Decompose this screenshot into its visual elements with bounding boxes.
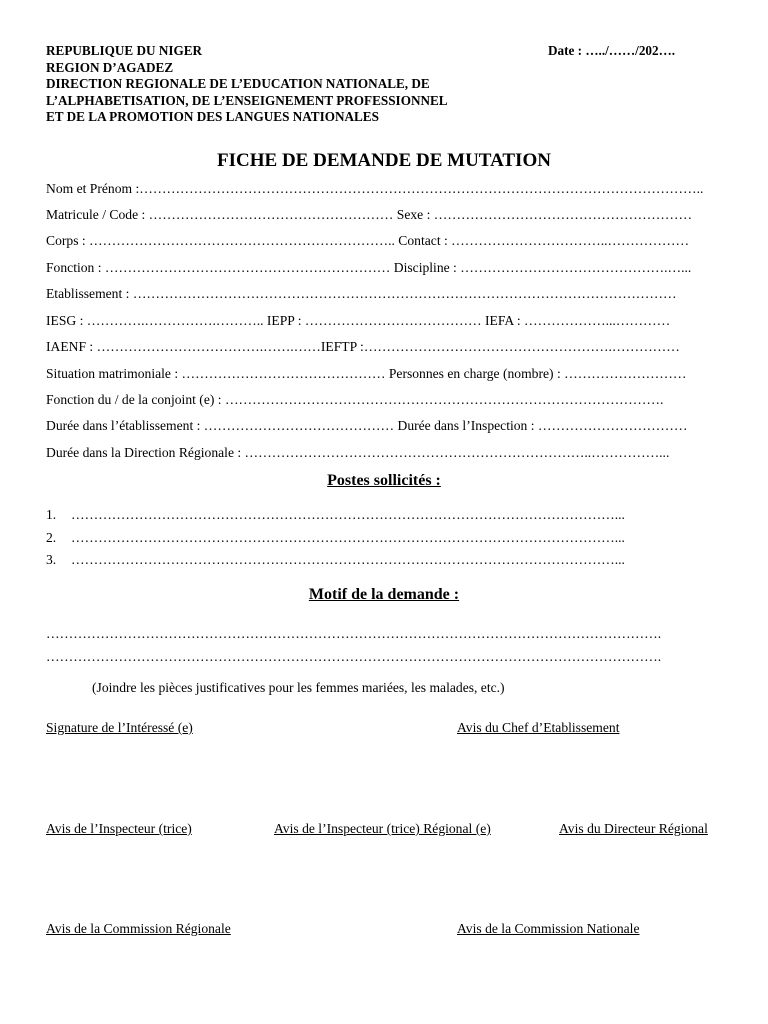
poste-number: 3.: [46, 552, 57, 567]
poste-item[interactable]: [46, 552, 625, 568]
motif-line[interactable]: ……………………………………………………………………………………………………………………….: [46, 626, 662, 641]
motif-line[interactable]: ……………………………………………………………………………………………………………………….: [46, 649, 662, 664]
header-direction-line-2: L’ALPHABETISATION, DE L’ENSEIGNEMENT PROFESSIONNEL: [46, 92, 448, 108]
avis-commission-nationale: Avis de la Commission Nationale: [457, 921, 640, 936]
header-direction-line-1: DIRECTION REGIONALE DE L’EDUCATION NATIONALE, DE: [46, 76, 430, 91]
field-etablissement[interactable]: Etablissement : …………………………………………………………………………………………………………: [46, 286, 677, 301]
field-corps-contact[interactable]: Corps : ………………………………………………………….. Contact : ……………………………..………………: [46, 233, 690, 248]
field-iaenf-ieftp[interactable]: IAENF : ……………………………….…….……IEFTP :……………………………………………….……………: [46, 339, 680, 354]
field-nom-prenom[interactable]: Nom et Prénom :……………………………………………………………………………………………………………..: [46, 181, 704, 196]
poste-item[interactable]: [46, 530, 625, 546]
postes-heading: Postes sollicités :: [327, 472, 441, 489]
avis-inspecteur-regional: Avis de l’Inspecteur (trice) Régional (e): [274, 821, 491, 836]
page-title: FICHE DE DEMANDE DE MUTATION: [217, 150, 551, 171]
poste-item[interactable]: [46, 507, 625, 523]
motif-note: (Joindre les pièces justificatives pour les femmes mariées, les malades, etc.): [92, 680, 505, 695]
field-matricule-sexe[interactable]: Matricule / Code : ……………………………………………… Sexe : …………………………………………………: [46, 207, 693, 222]
poste-dots: …………………………………………………………………………………………………………...: [71, 530, 625, 545]
avis-chef-etablissement: Avis du Chef d’Etablissement: [457, 720, 620, 735]
header-block: [46, 43, 448, 126]
field-duree-etab-inspection[interactable]: Durée dans l’établissement : …………………………………… Durée dans l’Inspection : ……………………………: [46, 418, 688, 433]
signature-interesse: Signature de l’Intéressé (e): [46, 720, 193, 735]
field-fonction-conjoint[interactable]: Fonction du / de la conjoint (e) : …………………………………………………………………………………….: [46, 392, 664, 407]
poste-dots: …………………………………………………………………………………………………………...: [71, 507, 625, 522]
avis-commission-regionale: Avis de la Commission Régionale: [46, 921, 231, 936]
field-duree-direction[interactable]: Durée dans la Direction Régionale : …………………………………………………………………..……………...: [46, 445, 670, 460]
poste-number: 1.: [46, 507, 57, 522]
poste-number: 2.: [46, 530, 57, 545]
field-situation-personnes[interactable]: Situation matrimoniale : ……………………………………… Personnes en charge (nombre) : ………………………: [46, 366, 687, 381]
header-direction-line-3: ET DE LA PROMOTION DES LANGUES NATIONALES: [46, 109, 379, 124]
field-iesg-iepp-iefa[interactable]: IESG : ………….…………….……….. IEPP : ………………………………… IEFA : ………………...…………: [46, 313, 671, 328]
field-fonction-discipline[interactable]: Fonction : ……………………………………………………… Discipline : ……………………………………….…...: [46, 260, 692, 275]
motif-heading: Motif de la demande :: [308, 586, 460, 603]
poste-dots: …………………………………………………………………………………………………………...: [71, 552, 625, 567]
avis-inspecteur: Avis de l’Inspecteur (trice): [46, 821, 192, 836]
header-region: REGION D’AGADEZ: [46, 59, 174, 75]
avis-directeur-regional: Avis du Directeur Régional: [559, 821, 708, 836]
header-country: REPUBLIQUE DU NIGER: [46, 43, 203, 58]
date-field[interactable]: Date : …../……/202….: [548, 43, 676, 58]
